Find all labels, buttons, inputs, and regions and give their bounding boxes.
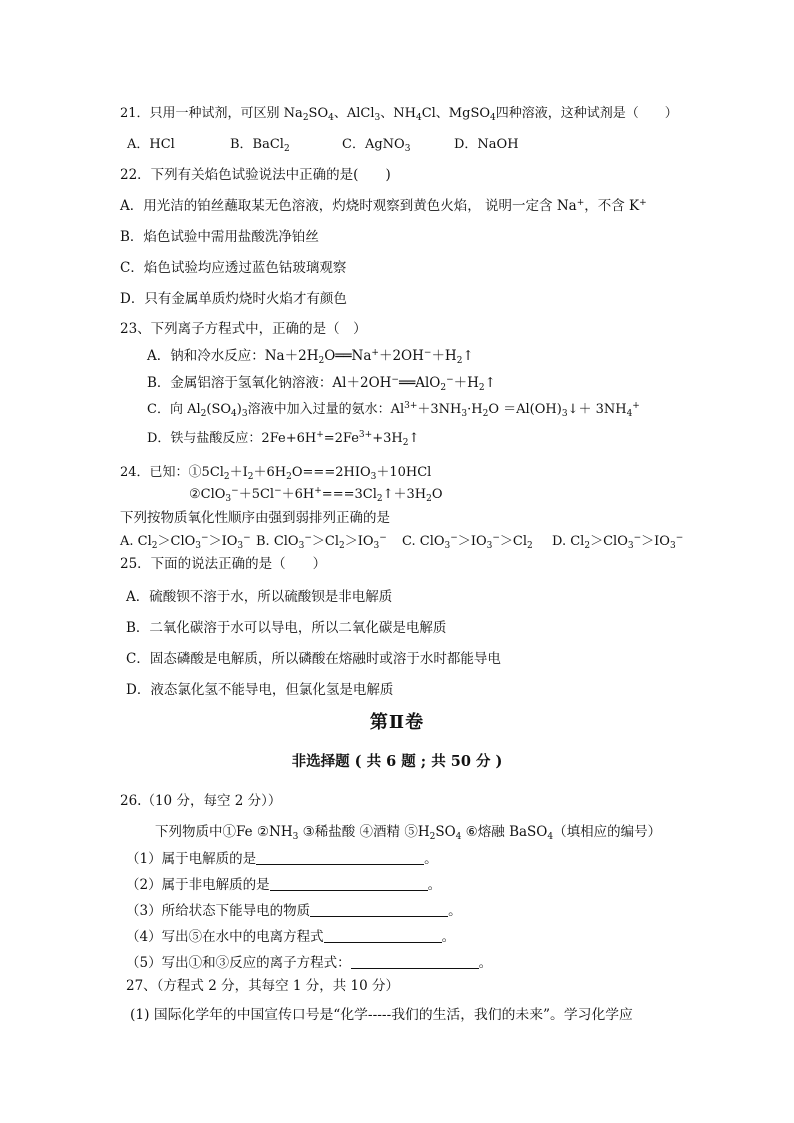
q26-part-4: （4）写出⑤在水中的电离方程式 。 [126,929,456,945]
answer-blank-1[interactable] [256,851,424,865]
q25-option-a: A．硫酸钡不溶于水，所以硫酸钡是非电解质 [126,589,393,605]
q21-option-b: B．BaCl$_2$ [230,137,290,154]
q27-heading: 27、（方程式 2 分，其每空 1 分，共 10 分） [126,978,400,994]
q21-option-c: C．AgNO$_3$ [342,137,411,154]
q21-option-a: A．HCl [127,137,175,152]
q23-option-c: C．向 $Al_2(SO_4)_3$溶液中加入过量的氨水：$Al^{3+}+3NH_3\cdot H_2O$ $=Al(OH)_3↓+ 3NH_4^+$ [147,401,640,419]
q26-part-5: （5）写出①和③反应的离子方程式： 。 [126,955,493,971]
q24-reaction-2: $②ClO_3^-+5Cl^-+6H^+===3Cl_2↑+3H_2O$ [189,486,443,504]
q22-option-a: A．用光洁的铂丝蘸取某无色溶液，灼烧时观察到黄色火焰， 说明一定含 Na+，不含 K+ [120,198,647,214]
q26-intro: 下列物质中①Fe $②NH_3$ ③稀盐酸 ④酒精 $⑤H_2SO_4$ ⑥熔融 BaSO$_4$（填相应的编号） [155,824,662,842]
q25-option-b: B．二氧化碳溶于水可以导电，所以二氧化碳是电解质 [126,620,447,636]
answer-blank-4[interactable] [324,929,442,943]
q23-option-b: B．金属铝溶于氢氧化钠溶液：$Al+2OH^-══AlO_2^-+H_2↑$ [147,375,496,393]
q26-part-1: （1）属于电解质的是 。 [126,851,438,867]
answer-blank-5[interactable] [351,955,479,969]
q23-option-d: D．铁与盐酸反应：$2Fe+6H^+=2Fe^{3+}+3H_2↑$ [147,430,420,448]
q23-stem: 23、下列离子方程式中，正确的是（ ） [120,321,367,337]
q27-part-1: (1) 国际化学年的中国宣传口号是“化学-----我们的生活，我们的未来”。学习化学应 [130,1007,633,1023]
q22-option-d: D．只有金属单质灼烧时火焰才有颜色 [120,291,347,307]
q22-stem: 22．下列有关焰色试验说法中正确的是( ) [120,167,391,183]
q23-option-a: A．钠和冷水反应：$Na+2H_2O══Na^++2OH^-+H_2↑$ [147,348,474,366]
answer-blank-3[interactable] [310,903,448,917]
answer-blank-2[interactable] [270,877,428,891]
q25-option-d: D．液态氯化氢不能导电，但氯化氢是电解质 [126,682,394,698]
q26-part-2: （2）属于非电解质的是 。 [126,877,442,893]
q25-option-c: C．固态磷酸是电解质，所以磷酸在熔融时或溶于水时都能导电 [126,651,501,667]
q24-option-d: D. $Cl_2>ClO_3^->IO_3^-$ [552,533,684,551]
q24-option-c: C. $ClO_3^->IO_3^->Cl_2$ [402,533,533,551]
q21-option-d: D．NaOH [454,137,519,152]
q26-part-3: （3）所给状态下能导电的物质 。 [126,903,462,919]
q25-stem: 25．下面的说法正确的是（ ） [120,556,327,572]
q24-stem: 24．已知：$①5Cl_2+I_2+6H_2O===2HIO_3+10HCl$ [120,465,432,482]
q24-option-a: A. $Cl_2>ClO_3^->IO_3^-$ [120,533,251,551]
q22-option-c: C．焰色试验均应透过蓝色钴玻璃观察 [120,260,347,276]
q22-option-b: B．焰色试验中需用盐酸洗净铂丝 [120,229,319,245]
q24-ask: 下列按物质氧化性顺序由强到弱排列正确的是 [120,510,390,526]
section-title: 第Ⅱ卷 [369,712,425,733]
q21-stem: 21．只用一种试剂，可区别 $Na_2SO_4$、AlCl$_3$、$NH_4Cl$、MgSO$_4$四种溶液，这种试剂是（ ） [120,106,678,123]
section-subtitle: 非选择题 ( 共 6 题 ; 共 50 分 ) [291,753,503,770]
q24-option-b: B. $ClO_3^->Cl_2>IO_3^-$ [256,533,387,551]
q26-heading: 26.（10 分，每空 2 分）） [120,793,282,809]
